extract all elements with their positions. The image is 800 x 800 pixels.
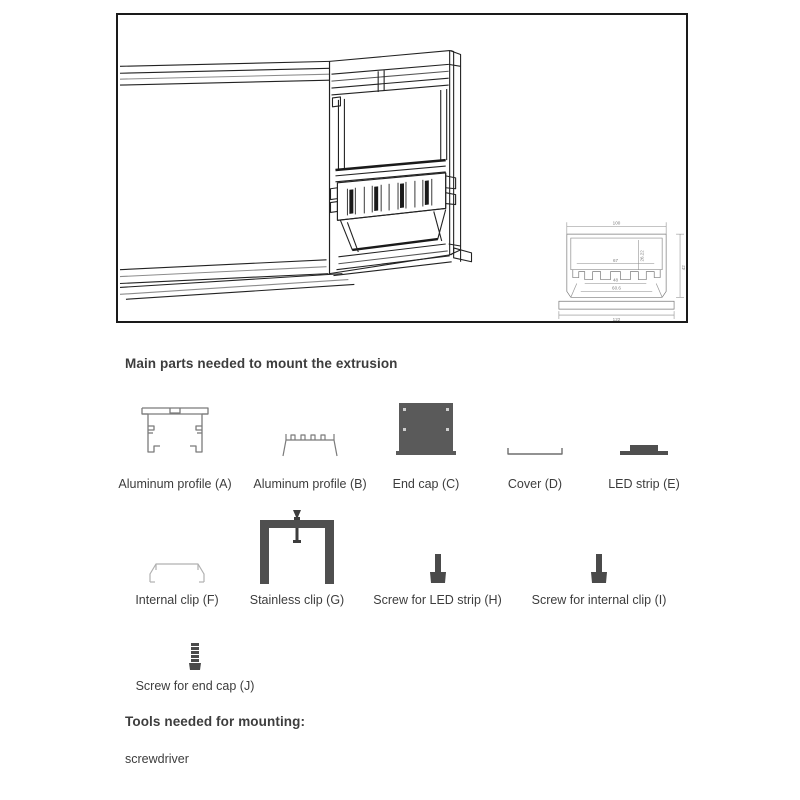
extrusion-perspective-drawing [118, 15, 686, 321]
end-cap-icon [373, 396, 479, 458]
screw-internal-clip-icon [518, 504, 680, 586]
part-led-strip [589, 396, 699, 492]
main-drawing-frame [116, 13, 688, 323]
part-label-f: Internal clip (F) [135, 593, 219, 607]
main-parts-heading: Main parts needed to mount the extrusion [125, 356, 398, 371]
led-strip-icon [589, 396, 699, 458]
part-label-i: Screw for internal clip (I) [531, 593, 667, 607]
part-end-cap [373, 396, 479, 492]
tools-list-item: screwdriver [125, 752, 189, 766]
part-screw-end-cap [122, 640, 268, 694]
part-screw-led-strip [360, 504, 515, 608]
part-label-a: Aluminum profile (A) [118, 477, 232, 491]
internal-clip-icon [122, 504, 232, 586]
part-label-c: End cap (C) [392, 477, 460, 491]
part-cover [483, 396, 587, 492]
cross-section-detail [559, 220, 686, 321]
part-aluminum-profile-a [118, 396, 232, 492]
dim-flange-width: 122 [612, 317, 621, 321]
cover-icon [483, 396, 587, 458]
part-aluminum-profile-b [250, 396, 370, 492]
part-screw-internal-clip [518, 504, 680, 608]
tools-heading: Tools needed for mounting: [125, 714, 306, 729]
screw-led-strip-icon [360, 504, 515, 586]
dim-inner-depth: 26.22 [639, 250, 645, 262]
dim-inner-width-upper: 67 [612, 257, 619, 263]
aluminum-profile-b-icon [250, 396, 370, 458]
part-label-j: Screw for end cap (J) [135, 679, 255, 693]
part-stainless-clip [237, 504, 357, 608]
part-label-h: Screw for LED strip (H) [373, 593, 502, 607]
aluminum-profile-a-icon [118, 396, 232, 458]
part-internal-clip [122, 504, 232, 608]
dim-overall-height: 42 [680, 265, 686, 271]
part-label-d: Cover (D) [507, 477, 563, 491]
dim-outer-width-top: 100 [612, 220, 621, 226]
part-label-e: LED strip (E) [608, 477, 680, 491]
part-label-g: Stainless clip (G) [249, 593, 345, 607]
screw-end-cap-icon [122, 640, 268, 672]
dim-channel-width: 60.6 [612, 285, 621, 291]
part-label-b: Aluminum profile (B) [253, 477, 367, 491]
dim-inner-width-lower: 48 [612, 277, 619, 283]
stainless-clip-icon [237, 504, 357, 586]
